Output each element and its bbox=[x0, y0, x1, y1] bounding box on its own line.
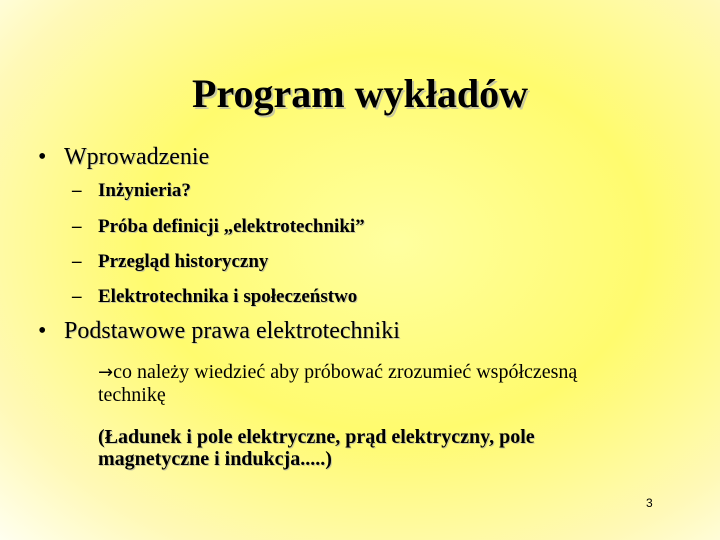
note-line: co należy wiedzieć aby próbować zrozumieć współczesną bbox=[113, 361, 578, 383]
bullet-icon: • bbox=[38, 318, 47, 344]
detail-line: magnetyczne i indukcja.....) bbox=[98, 448, 332, 470]
slide-title: Program wykładów bbox=[192, 71, 528, 116]
bullet-text: Podstawowe prawa elektrotechniki bbox=[64, 318, 400, 344]
subitem-text: Przegląd historyczny bbox=[98, 251, 269, 272]
bullet-text: Wprowadzenie bbox=[64, 144, 210, 170]
bullet-icon: • bbox=[38, 144, 47, 170]
detail-line: (Ładunek i pole elektryczne, prąd elektryczny, pole bbox=[98, 426, 535, 448]
dash-icon: – bbox=[72, 216, 82, 237]
arrow-right-icon: → bbox=[98, 362, 114, 383]
note-line: technikę bbox=[98, 384, 166, 406]
subitem-text: Inżynieria? bbox=[98, 180, 191, 201]
note-paragraph bbox=[98, 361, 698, 406]
page-number: 3 bbox=[646, 496, 653, 510]
subitem-text: Elektrotechnika i społeczeństwo bbox=[98, 286, 358, 307]
detail-paragraph bbox=[98, 426, 698, 470]
dash-icon: – bbox=[72, 286, 82, 307]
dash-icon: – bbox=[72, 180, 82, 201]
subitem-text: Próba definicji „elektrotechniki” bbox=[98, 216, 365, 237]
dash-icon: – bbox=[72, 251, 82, 272]
